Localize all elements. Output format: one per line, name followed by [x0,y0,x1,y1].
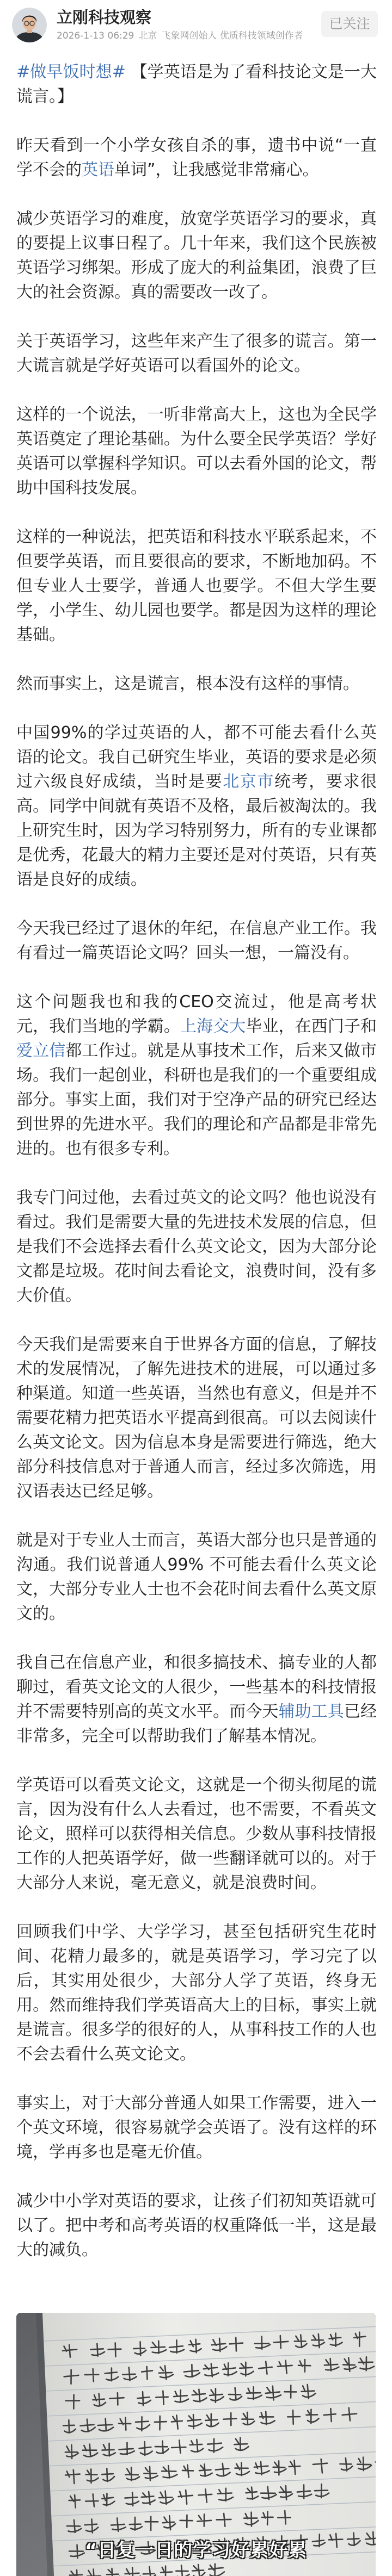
author-description: 飞象网创始人 优质科技领域创作者 [161,30,303,41]
author-meta [57,29,308,42]
paragraph-text: 就是对于专业人士而言，英语大部分也只是普通的沟通。我们说普通人99% 不可能去看什么英文论文，大部分专业人士也不会花时间去看什么英文原文的。 [16,1531,377,1623]
post-paragraph [16,1773,377,1895]
paragraph-text: 昨天看到一个小学女孩自杀的事，遗书中说“一直学不会的 [16,136,377,179]
avatar-image [12,8,47,42]
post-paragraph [16,329,377,378]
paragraph-text: 都工作过。就是从事技术工作，后来又做市场。我们一起创业，科研也是我们的一个重要组成部分。事实上面，我们对于空净产品的研究已经达到世界的先进水平。我们的理论和产品都是非常先进的。也有很多专利。 [16,1041,377,1158]
inline-link[interactable]: 英语 [82,160,114,179]
paragraph-text: 今天我已经过了退休的年纪，在信息产业工作。我有看过一篇英语论文吗？回头一想，一篇没有。 [16,919,377,963]
post-photo[interactable] [16,2313,376,2576]
post-time: 2026-1-13 06:29 [57,30,134,41]
inline-link[interactable]: 北京市 [223,772,275,791]
paragraph-text: 这样的一个说法，一听非常高大上，这也为全民学英语奠定了理论基础。为什么要全民学英语？学好英语可以掌握科学知识。可以去看外国的论文，帮助中国科技发展。 [16,405,377,498]
post-paragraph [16,402,377,500]
inline-link[interactable]: 爱立信 [16,1041,66,1060]
post-paragraph [16,2189,377,2262]
hashtag-link[interactable]: #做早饭时想# [16,63,126,82]
post-paragraph [16,990,377,1161]
post-paragraph [16,207,377,305]
paragraph-text: 事实上，对于大部分普通人如果工作需要，进入一个英文环境，很容易就学会英语了。没有这样的环境，学再多也是毫无价值。 [16,2094,377,2162]
post-paragraph [16,1185,377,1308]
paragraph-text: 这样的一种说法，把英语和科技水平联系起来，不但要学英语，而且要很高的要求，不断地加码。不但专业人士要学，普通人也要学。不但大学生要学，小学生、幼儿园也要学。都是因为这样的理论基础。 [16,527,377,644]
paragraph-text: 减少中小学对英语的要求，让孩子们初知英语就可以了。把中考和高考英语的权重降低一半，这是最大的减负。 [16,2192,377,2260]
paragraph-text: 学英语可以看英文论文，这就是一个彻头彻尾的谎言，因为没有什么人去看过，也不需要，不看英文论文，照样可以获得相关信息。少数从事科技情报工作的人把英语学好，做一些翻译就可以的。对于大部分人来说，毫无意义，就是浪费时间。 [16,1776,377,1892]
paragraph-text: 毕业，在西门子和 [246,1017,377,1036]
photo-caption: “日复一日的学习好累好累 [84,2540,308,2561]
paragraph-text: 我自己在信息产业，和很多搞技术、搞专业的人都聊过，看英文论文的人很少，一些基本的科技情报并不需要特别高的英文水平。而今天 [16,1653,377,1721]
post-location: 北京 [138,30,157,41]
inline-link[interactable]: 上海交大 [180,1017,246,1036]
paragraph-text: 减少英语学习的难度，放宽学英语学习的要求，真的要提上议事日程了。几十年来，我们这个民族被英语学习绑架。形成了庞大的利益集团，浪费了巨大的社会资源。真的需要改一改了。 [16,209,377,302]
paragraph-text: 关于英语学习，这些年来产生了很多的谎言。第一大谎言就是学好英语可以看国外的论文。 [16,332,377,375]
paragraph-text: 回顾我们中学、大学学习，甚至包括研究生花时间、花精力最多的，就是英语学习，学习完了以后，其实用处很少，大部分人学了英语，终身无用。然而维持我们学英语高大上的目标，事实上就是谎言。很多学的很好的人，从事科技工作的人也不会去看什么英文论文。 [16,1922,377,2064]
paragraph-text: 这个问题我也和我的CEO交流过，他是高考状元，我们当地的学霸。 [16,992,377,1036]
post-paragraph [16,1650,377,1748]
post-title [16,60,377,109]
paragraph-text: 【学英语是为了看科技论文是一大谎言。】 [16,63,377,106]
post-paragraph [16,2091,377,2164]
paragraph-text: 中国99%的学过英语的人，都不可能去看什么英语的论文。我自己研究生毕业，英语的要求是必须过六级良好成绩，当时是要 [16,723,377,791]
post-paragraph [16,1920,377,2066]
paragraph-text: 已经非常多，完全可以帮助我们了解基本情况。 [16,1702,377,1746]
author-name[interactable]: 立刚科技观察 [57,8,152,27]
post-body [0,55,392,2287]
post-paragraph [16,721,377,892]
paragraph-text: 统考，要求很高。同学中间就有英语不及格，最后被淘汰的。我上研究生时，因为学习特别努力，所有的专业课都是优秀，花最大的精力主要还是对付英语，只有英语是良好的成绩。 [16,772,377,889]
post-paragraph [16,1528,377,1626]
paragraph-text: 我专门问过他，去看过英文的论文吗？他也说没有看过。我们是需要大量的先进技术发展的信息，但是我们不会选择去看什么英文论文，因为大部分论文都是垃圾。花时间去看论文，浪费时间，没有多大价值。 [16,1188,377,1305]
post-header [0,0,392,55]
post-paragraph [16,133,377,182]
paragraph-text: 今天我们是需要来自于世界各方面的信息，了解技术的发展情况，了解先进技术的进展，可以通过多种渠道。知道一些英语，当然也有意义，但是并不需要花精力把英语水平提高到很高。可以去阅读什么英文论文。因为信息本身是需要进行筛选，绝大部分科技信息对于普通人而言，经过多次筛选，用汉语表达已经足够。 [16,1335,377,1501]
avatar[interactable] [12,8,47,42]
follow-button[interactable]: 已关注 [321,11,378,37]
post-paragraph [16,672,377,696]
inline-link[interactable]: 辅助工具 [278,1702,344,1721]
paragraph-text: 单词”，让我感觉非常痛心。 [114,160,319,179]
post-paragraph [16,916,377,965]
post-paragraph [16,1332,377,1504]
paragraph-text: 然而事实上，这是谎言，根本没有这样的事情。 [16,674,359,693]
post-paragraph [16,525,377,647]
